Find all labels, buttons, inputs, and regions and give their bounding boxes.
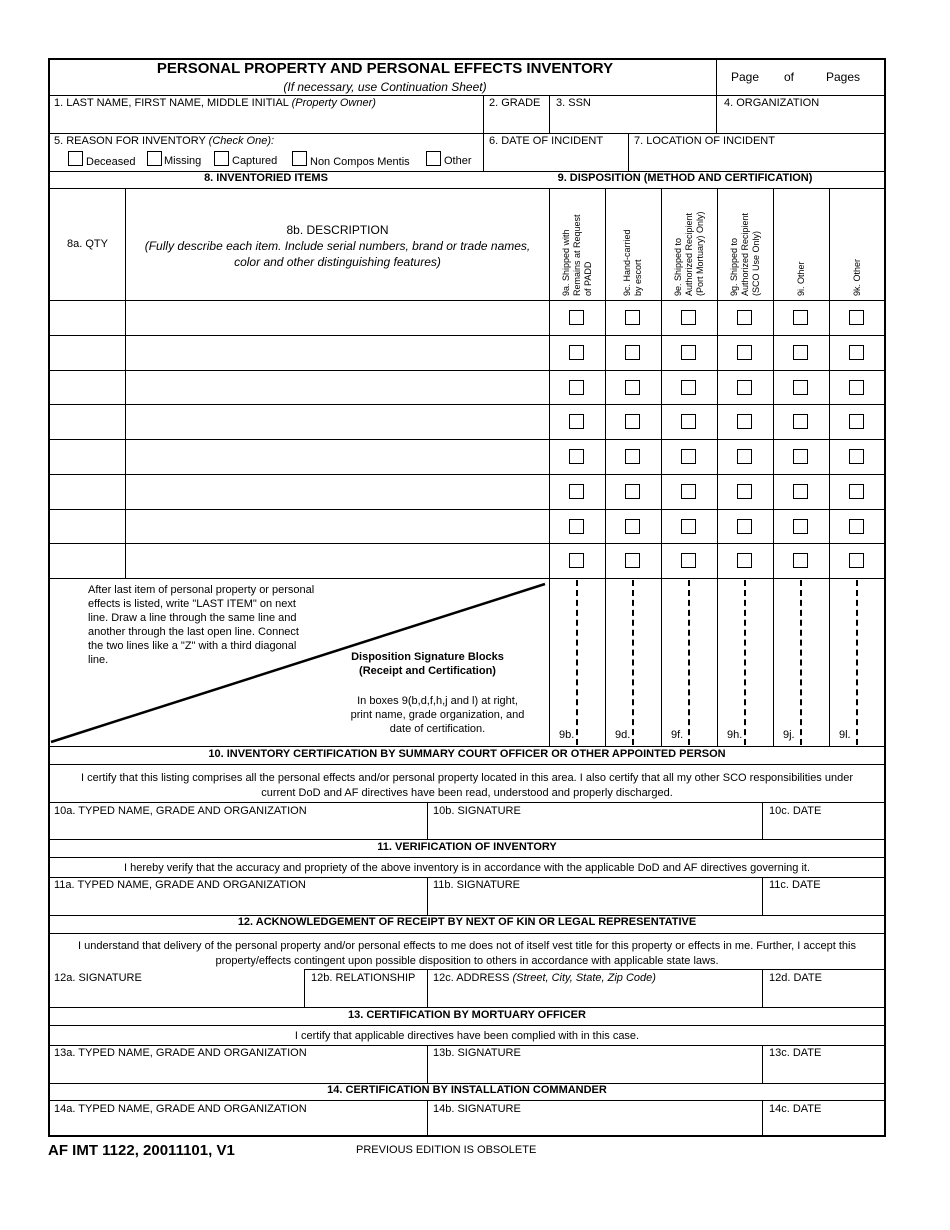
disposition-col-1-header-line-1: 9a. Shipped with xyxy=(560,229,571,296)
disposition-checkbox[interactable] xyxy=(625,484,640,499)
sig-blocks-note-3: date of certification. xyxy=(389,723,486,735)
sec11a-input[interactable] xyxy=(50,894,425,913)
reason-noncompos-label: Non Compos Mentis xyxy=(310,156,410,168)
disposition-signature-block[interactable] xyxy=(662,580,716,745)
sec12-text-2: property/effects contingent upon possible disposition to others in accordance with applicable state laws. xyxy=(215,955,719,967)
sec12a-signature[interactable] xyxy=(50,987,302,1006)
disposition-checkbox[interactable] xyxy=(569,380,584,395)
disposition-checkbox[interactable] xyxy=(737,519,752,534)
disposition-checkbox[interactable] xyxy=(625,414,640,429)
sec10-text-1: I certify that this listing comprises all the personal effects and/or personal property located in this area. I also certify that all my other SCO responsibilities under xyxy=(81,772,853,784)
description-input[interactable] xyxy=(127,510,548,543)
description-input[interactable] xyxy=(127,440,548,473)
location-incident-input[interactable] xyxy=(630,149,884,170)
form-subtitle: (If necessary, use Continuation Sheet) xyxy=(283,80,487,94)
disposition-col-3-header-line-3: (Port Mortuary) Only) xyxy=(694,211,705,296)
reason-captured-checkbox[interactable] xyxy=(214,151,229,166)
disposition-checkbox[interactable] xyxy=(737,345,752,360)
sec14b-signature[interactable] xyxy=(429,1117,760,1135)
diagonal-z-line xyxy=(49,579,549,747)
name-field-label: 1. LAST NAME, FIRST NAME, MIDDLE INITIAL (Property Owner) xyxy=(54,97,376,109)
signature-block-label: 9b. xyxy=(559,729,575,741)
disposition-signature-block[interactable] xyxy=(774,580,828,745)
sig-blocks-title-2: (Receipt and Certification) xyxy=(359,665,496,677)
sec11-text: I hereby verify that the accuracy and propriety of the above inventory is in accordance with the applicable DoD and AF directives governing it. xyxy=(123,862,811,874)
disposition-checkbox[interactable] xyxy=(625,380,640,395)
description-hint-2: color and other distinguishing features) xyxy=(234,255,441,269)
description-input[interactable] xyxy=(127,301,548,334)
disposition-checkbox[interactable] xyxy=(849,484,864,499)
disposition-checkbox[interactable] xyxy=(681,449,696,464)
disposition-checkbox[interactable] xyxy=(849,519,864,534)
last-item-note-line: another through the last open line. Connect xyxy=(88,626,299,638)
description-input[interactable] xyxy=(127,371,548,404)
disposition-checkbox[interactable] xyxy=(793,310,808,325)
form-title: PERSONAL PROPERTY AND PERSONAL EFFECTS INVENTORY xyxy=(156,60,614,77)
disposition-checkbox[interactable] xyxy=(793,380,808,395)
sec10a-input[interactable] xyxy=(50,819,425,838)
disposition-checkbox[interactable] xyxy=(849,380,864,395)
ssn-field-label: 3. SSN xyxy=(556,97,591,109)
sig-blocks-note-2: print name, grade organization, and xyxy=(350,709,525,721)
disposition-checkbox[interactable] xyxy=(793,414,808,429)
sec13a-label: 13a. TYPED NAME, GRADE AND ORGANIZATION xyxy=(54,1047,307,1059)
sec14a-label: 14a. TYPED NAME, GRADE AND ORGANIZATION xyxy=(54,1103,307,1115)
organization-field-label: 4. ORGANIZATION xyxy=(724,97,820,109)
sec13-text: I certify that applicable directives have been complied with in this case. xyxy=(294,1030,640,1042)
disposition-signature-block[interactable] xyxy=(718,580,772,745)
sec10c-date-input[interactable] xyxy=(764,819,884,838)
reason-other-label: Other xyxy=(444,155,472,167)
disposition-checkbox[interactable] xyxy=(737,449,752,464)
disposition-checkbox[interactable] xyxy=(681,380,696,395)
form-id: AF IMT 1122, 20011101, V1 xyxy=(48,1142,235,1159)
sec11a-label: 11a. TYPED NAME, GRADE AND ORGANIZATION xyxy=(54,879,306,891)
sec12-text-1: I understand that delivery of the personal property and/or personal effects to me does not of itself vest title for this property or effects in me. Further, I accept this xyxy=(78,940,856,952)
disposition-checkbox[interactable] xyxy=(625,310,640,325)
sec13a-input[interactable] xyxy=(50,1062,425,1081)
sec11c-date-input[interactable] xyxy=(764,894,884,913)
qty-input[interactable] xyxy=(50,544,124,577)
signature-block-label: 9l. xyxy=(839,729,851,741)
sec14c-label: 14c. DATE xyxy=(769,1103,822,1115)
sec12a-label: 12a. SIGNATURE xyxy=(54,972,142,984)
reason-field-label: 5. REASON FOR INVENTORY (Check One): xyxy=(54,135,275,147)
qty-input[interactable] xyxy=(50,301,124,334)
disposition-checkbox[interactable] xyxy=(849,414,864,429)
reason-missing-label: Missing xyxy=(164,155,202,167)
organization-input[interactable] xyxy=(718,110,884,132)
disposition-checkbox[interactable] xyxy=(569,310,584,325)
qty-input[interactable] xyxy=(50,336,124,369)
reason-captured-label: Captured xyxy=(232,155,278,167)
last-item-note-line: effects is listed, write "LAST ITEM" on next xyxy=(88,598,296,610)
disposition-checkbox[interactable] xyxy=(569,345,584,360)
sec14a-input[interactable] xyxy=(50,1117,425,1135)
sec11b-label: 11b. SIGNATURE xyxy=(433,879,521,891)
disposition-checkbox[interactable] xyxy=(681,484,696,499)
sec12d-label: 12d. DATE xyxy=(769,972,822,984)
sig-blocks-title-1: Disposition Signature Blocks xyxy=(351,651,504,663)
date-incident-label: 6. DATE OF INCIDENT xyxy=(489,135,604,147)
disposition-col-4-header-line-3: (SCO Use Only) xyxy=(750,230,761,296)
sec12c-label: 12c. ADDRESS (Street, City, State, Zip Code) xyxy=(433,972,656,984)
sec14b-label: 14b. SIGNATURE xyxy=(433,1103,521,1115)
location-incident-label: 7. LOCATION OF INCIDENT xyxy=(634,135,775,147)
sec11c-label: 11c. DATE xyxy=(769,879,821,891)
disposition-checkbox[interactable] xyxy=(849,345,864,360)
sec13b-signature[interactable] xyxy=(429,1062,760,1081)
disposition-col-4-header-line-2: Authorized Recipient xyxy=(739,212,750,296)
ssn-input[interactable] xyxy=(551,110,714,132)
sec10-text-2: current DoD and AF directives have been read, understood and properly discharged. xyxy=(261,787,673,799)
description-input[interactable] xyxy=(127,405,548,438)
pages-label: Pages xyxy=(826,70,861,84)
edition-notice: PREVIOUS EDITION IS OBSOLETE xyxy=(356,1144,537,1156)
sec12b-label: 12b. RELATIONSHIP xyxy=(311,972,416,984)
disposition-col-3-header-line-1: 9e. Shipped to xyxy=(672,237,683,296)
signature-block-label: 9d. xyxy=(615,729,631,741)
disposition-checkbox[interactable] xyxy=(569,484,584,499)
last-item-note-line: the two lines like a "Z" with a third diagonal xyxy=(88,640,297,652)
sec12c-address-input[interactable] xyxy=(429,987,760,1006)
disposition-checkbox[interactable] xyxy=(569,414,584,429)
qty-input[interactable] xyxy=(50,405,124,438)
disposition-checkbox[interactable] xyxy=(569,519,584,534)
sec11-heading: 11. VERIFICATION OF INVENTORY xyxy=(377,841,557,853)
sec14-heading: 14. CERTIFICATION BY INSTALLATION COMMANDER xyxy=(327,1084,607,1096)
disposition-checkbox[interactable] xyxy=(625,553,640,568)
qty-column-header: 8a. QTY xyxy=(67,238,108,250)
sec13b-label: 13b. SIGNATURE xyxy=(433,1047,521,1059)
signature-block-label: 9h. xyxy=(727,729,743,741)
disposition-checkbox[interactable] xyxy=(681,345,696,360)
sec10b-label: 10b. SIGNATURE xyxy=(433,805,521,817)
sec12d-date-input[interactable] xyxy=(764,987,884,1006)
disposition-checkbox[interactable] xyxy=(569,553,584,568)
reason-missing-checkbox[interactable] xyxy=(147,151,162,166)
disposition-checkbox[interactable] xyxy=(625,345,640,360)
sec10a-label: 10a. TYPED NAME, GRADE AND ORGANIZATION xyxy=(54,805,307,817)
signature-block-label: 9f. xyxy=(671,729,684,741)
qty-input[interactable] xyxy=(50,371,124,404)
disposition-col-3-header-line-2: Authorized Recipient xyxy=(683,212,694,296)
disposition-checkbox[interactable] xyxy=(681,519,696,534)
sec12-heading: 12. ACKNOWLEDGEMENT OF RECEIPT BY NEXT OF KIN OR LEGAL REPRESENTATIVE xyxy=(237,916,697,928)
last-item-note-line: After last item of personal property or personal xyxy=(88,584,315,596)
disposition-heading: 9. DISPOSITION (METHOD AND CERTIFICATION) xyxy=(557,172,813,184)
disposition-col-5-header-line-1: 9i. Other xyxy=(795,261,806,296)
disposition-checkbox[interactable] xyxy=(793,519,808,534)
sec10c-label: 10c. DATE xyxy=(769,805,822,817)
disposition-signature-block[interactable] xyxy=(606,580,660,745)
qty-input[interactable] xyxy=(50,440,124,473)
reason-deceased-label: Deceased xyxy=(86,156,136,168)
description-input[interactable] xyxy=(127,544,548,577)
disposition-col-1-header-line-2: Remains at Request xyxy=(571,214,582,296)
disposition-signature-block[interactable] xyxy=(550,580,604,745)
disposition-signature-block[interactable] xyxy=(830,580,884,745)
disposition-checkbox[interactable] xyxy=(737,484,752,499)
disposition-checkbox[interactable] xyxy=(849,449,864,464)
qty-input[interactable] xyxy=(50,510,124,543)
of-label: of xyxy=(784,70,795,84)
disposition-col-2-header-line-1: 9c. Hand-carried xyxy=(622,229,632,296)
description-input[interactable] xyxy=(127,336,548,369)
qty-input[interactable] xyxy=(50,475,124,508)
grade-field-label: 2. GRADE xyxy=(489,97,541,109)
sec13-heading: 13. CERTIFICATION BY MORTUARY OFFICER xyxy=(348,1009,586,1021)
disposition-col-2-header-line-2: by escort xyxy=(633,259,643,296)
disposition-checkbox[interactable] xyxy=(625,449,640,464)
signature-block-label: 9j. xyxy=(783,729,795,741)
reason-other-checkbox[interactable] xyxy=(426,151,441,166)
sec10-heading: 10. INVENTORY CERTIFICATION BY SUMMARY COURT OFFICER OR OTHER APPOINTED PERSON xyxy=(208,748,726,760)
disposition-col-4-header-line-1: 9g. Shipped to xyxy=(728,237,739,296)
sig-blocks-note-1: In boxes 9(b,d,f,h,j and l) at right, xyxy=(357,695,518,707)
name-input[interactable] xyxy=(50,110,481,132)
reason-noncompos-checkbox[interactable] xyxy=(292,151,307,166)
disposition-checkbox[interactable] xyxy=(569,449,584,464)
disposition-checkbox[interactable] xyxy=(681,310,696,325)
disposition-col-6-header-line-1: 9k. Other xyxy=(851,258,862,296)
sec13c-label: 13c. DATE xyxy=(769,1047,822,1059)
disposition-checkbox[interactable] xyxy=(737,380,752,395)
grade-input[interactable] xyxy=(485,110,547,132)
disposition-checkbox[interactable] xyxy=(849,553,864,568)
description-column-header: 8b. DESCRIPTION xyxy=(286,223,389,237)
disposition-checkbox[interactable] xyxy=(681,553,696,568)
page-label: Page xyxy=(731,70,760,84)
description-hint-1: (Fully describe each item. Include serial numbers, brand or trade names, xyxy=(144,239,531,253)
sec14c-date-input[interactable] xyxy=(764,1117,884,1135)
sec11b-signature[interactable] xyxy=(429,894,760,913)
last-item-note-line: line. Draw a line through the same line and xyxy=(88,612,297,624)
sec10b-signature[interactable] xyxy=(429,819,760,838)
date-incident-input[interactable] xyxy=(485,149,626,170)
disposition-checkbox[interactable] xyxy=(793,449,808,464)
description-input[interactable] xyxy=(127,475,548,508)
last-item-note-line: line. xyxy=(88,654,109,666)
sec13c-date-input[interactable] xyxy=(764,1062,884,1081)
sec12b-input[interactable] xyxy=(306,987,425,1006)
disposition-checkbox[interactable] xyxy=(681,414,696,429)
reason-deceased-checkbox[interactable] xyxy=(68,151,83,166)
disposition-checkbox[interactable] xyxy=(849,310,864,325)
disposition-checkbox[interactable] xyxy=(737,553,752,568)
disposition-checkbox[interactable] xyxy=(737,310,752,325)
inventoried-items-heading: 8. INVENTORIED ITEMS xyxy=(204,172,328,184)
disposition-checkbox[interactable] xyxy=(793,484,808,499)
disposition-checkbox[interactable] xyxy=(625,519,640,534)
disposition-checkbox[interactable] xyxy=(737,414,752,429)
disposition-checkbox[interactable] xyxy=(793,553,808,568)
disposition-col-1-header-line-3: of PADD xyxy=(582,261,593,296)
disposition-checkbox[interactable] xyxy=(793,345,808,360)
